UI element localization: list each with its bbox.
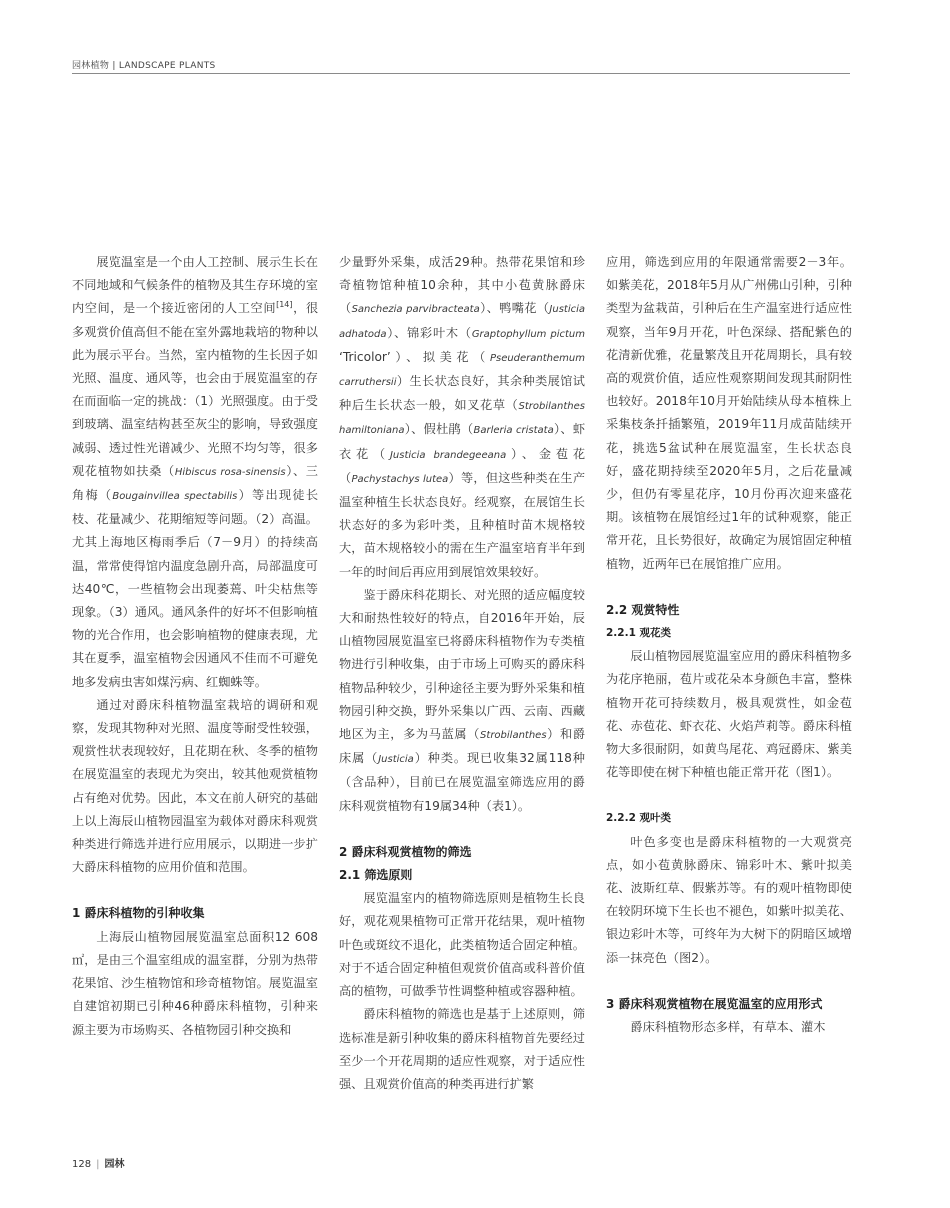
latin-name: Barleria cristata xyxy=(473,425,554,437)
column-3 xyxy=(606,251,852,1039)
latin-name: Hibiscus rosa-sinensis xyxy=(174,466,286,478)
latin-name: Strobilanthes xyxy=(480,730,547,742)
column-2 xyxy=(339,251,585,1096)
page-footer: 128 | 园林 xyxy=(72,1159,125,1170)
latin-name: Strobilanthes hamiltoniana xyxy=(339,401,585,437)
paragraph: 鉴于爵床科花期长、对光照的适应幅度较大和耐热性较好的特点，自2016年开始，辰山植物园展览温室已将爵床科植物作为专类植物进行引种收集，由于市场上可购买的爵床科植物品种较少，引种途径主要为野外采集和植物园引种交换，野外采集以广西、云南、西藏地区为主，多为马蓝属（Strobilanthes）和爵床属（Justicia）种类。现已收集32属118种（含品种），目前已在展览温室筛选应用的爵床科观赏植物有19属34种（表1）。 xyxy=(339,587,586,813)
page-number: 128 xyxy=(72,1159,92,1170)
paragraph: 展览温室是一个由人工控制、展示生长在不同地域和气候条件的植物及其生存环境的室内空间，是一个接近密闭的人工空间[14]，很多观赏价值高但不能在室外露地栽培的物种以此为展示平台。当然，室内植物的生长因子如光照、温度、通风等，也会由于展览温室的存在而面临一定的挑战：（1）光照强度。由于受到玻璃、温室结构甚至灰尘的影响，导致强度减弱、透过性光谱减少、光照不均匀等，很多观花植物如扶桑（Hibiscus rosa-sinensis）、三角梅（Bougainvillea spectabilis）等出现徒长枝、花量减少、花期缩短等问题。（2）高温。尤其上海地区梅雨季后（7－9月）的持续高温，常常使得馆内温度急剧升高，局部温度可达40℃，一些植物会出现萎蔫、叶尖枯焦等现象。（3）通风。通风条件的好坏不但影响植物的光合作用，也会影响植物的健康表现，尤其在夏季，温室植物会因通风不佳而不可避免地多发病虫害如煤污病、红蜘蛛等。 xyxy=(72,255,319,689)
section-heading-1: 1 爵床科植物的引种收集 xyxy=(72,906,205,921)
latin-name: Justicia xyxy=(378,754,414,766)
paragraph: 展览温室内的植物筛选原则是植物生长良好，观花观果植物可正常开花结果，观叶植物叶色或斑纹不退化，此类植物适合固定种植。对于不适合固定种植但观赏价值高或科普价值高的植物，可做季节性调整种植或容器种植。 xyxy=(339,891,585,999)
paragraph: 爵床科植物形态多样，有草本、灌木 xyxy=(630,1020,826,1035)
paragraph: 通过对爵床科植物温室栽培的调研和观察，发现其物种对光照、温度等耐受性较强，观赏性状表现较好，且花期在秋、冬季的植物在展览温室的表现尤为突出，较其他观赏植物占有绝对优势。因此，本文在前人研究的基础上以上海辰山植物园温室为载体对爵床科观赏种类进行筛选并进行应用展示，以期进一步扩大爵床科植物的应用价值和范围。 xyxy=(72,697,318,875)
latin-name: Pseuderanthemum carruthersii xyxy=(339,352,585,389)
latin-name: Justicia brandegeeana xyxy=(389,449,507,461)
paragraph: 叶色多变也是爵床科植物的一大观赏亮点，如小苞黄脉爵床、锦彩叶木、紫叶拟美花、波斯红草、假紫苏等。有的观叶植物即使在较阴环境下生长也不褪色，如紫叶拟美花、银边彩叶木等，可终年为大树下的阴暗区域增添一抹亮色（图2）。 xyxy=(606,834,852,965)
column-1 xyxy=(72,251,318,1042)
latin-name: Sanchezia parvibracteata xyxy=(351,304,480,316)
latin-name: Bougainvillea spectabilis xyxy=(112,491,238,503)
latin-name: Pachystachys lutea xyxy=(351,473,449,485)
subsubsection-heading: 2.2.2 观叶类 xyxy=(606,812,672,825)
paragraph: 爵床科植物的筛选也是基于上述原则，筛选标准是新引种收集的爵床科植物首先要经过至少一个开花周期的适应性观察，对于适应性强、且观赏价值高的种类再进行扩繁 xyxy=(339,1007,585,1091)
running-header: 园林植物 | LANDSCAPE PLANTS xyxy=(72,61,216,71)
subsection-heading: 2.2 观赏特性 xyxy=(606,602,680,617)
subsubsection-heading: 2.2.1 观花类 xyxy=(606,627,672,640)
paragraph: 少量野外采集，成活29种。热带花果馆和珍奇植物馆种植10余种，其中小苞黄脉爵床（Sanchezia parvibracteata）、鸭嘴花（Justicia adhatoda）、锦彩叶木（Graptophyllum pictum ‘Tricolor’）、拟美花（Pseuderanthemum carruthersii）生长状态良好，其余种类展馆试种后生长状态一般，如叉花草（Strobilanthes hamiltoniana）、假杜鹃（Barleria cristata）、虾衣花（Justicia brandegeeana）、金苞花（Pachystachys lutea）等，但这些种类在生产温室种植生长状态良好。经观察，在展馆生长状态好的多为彩叶类，且种植时苗木规格较大，苗木规格较小的需在生产温室培育半年到一年的时间后再应用到展馆效果较好。 xyxy=(339,255,586,579)
journal-logo: 园林 xyxy=(104,1159,125,1170)
paragraph: 应用，筛选到应用的年限通常需要2－3年。如紫美花，2018年5月从广州佛山引种，引种类型为盆栽苗，引种后在生产温室进行适应性观察，当年9月开花，叶色深绿、搭配紫色的花清新优雅，花量繁茂且开花周期长，具有较高的观赏价值，适应性观察期间发现其耐阴性也较好。2018年10月开始陆续从母本植株上采集枝条扦插繁殖，2019年11月成苗陆续开花，挑选5盆试种在展览温室，生长状态良好，盛花期持续至2020年5月，之后花量减少，但仍有零星花序，10月份再次迎来盛花期。该植物在展馆经过1年的试种观察，能正常开花，且长势很好，故确定为展馆固定种植植物，近两年已在展馆推广应用。 xyxy=(606,255,852,571)
latin-name: Justicia adhatoda xyxy=(339,304,586,340)
paragraph: 上海辰山植物园展览温室总面积12 608 ㎡，是由三个温室组成的温室群，分别为热带花果馆、沙生植物馆和珍奇植物馆。展览温室自建馆初期已引种46种爵床科植物，引种来源主要为市场购买、各植物园引种交换和 xyxy=(72,929,318,1037)
section-heading-3: 3 爵床科观赏植物在展览温室的应用形式 xyxy=(606,996,823,1011)
subsection-heading: 2.1 筛选原则 xyxy=(339,868,413,883)
header-divider xyxy=(72,73,850,74)
citation: [14] xyxy=(276,300,293,310)
section-heading-2: 2 爵床科观赏植物的筛选 xyxy=(339,844,472,859)
paragraph: 辰山植物园展览温室应用的爵床科植物多为花序艳丽，苞片或花朵本身颜色丰富，整株植物开花可持续数月，极具观赏性，如金苞花、赤苞花、虾衣花、火焰芦莉等。爵床科植物大多很耐阴，如黄鸟尾花、鸡冠爵床、紫美花等即使在树下种植也能正常开花（图1）。 xyxy=(606,649,852,780)
latin-name: Graptophyllum pictum xyxy=(471,328,585,340)
